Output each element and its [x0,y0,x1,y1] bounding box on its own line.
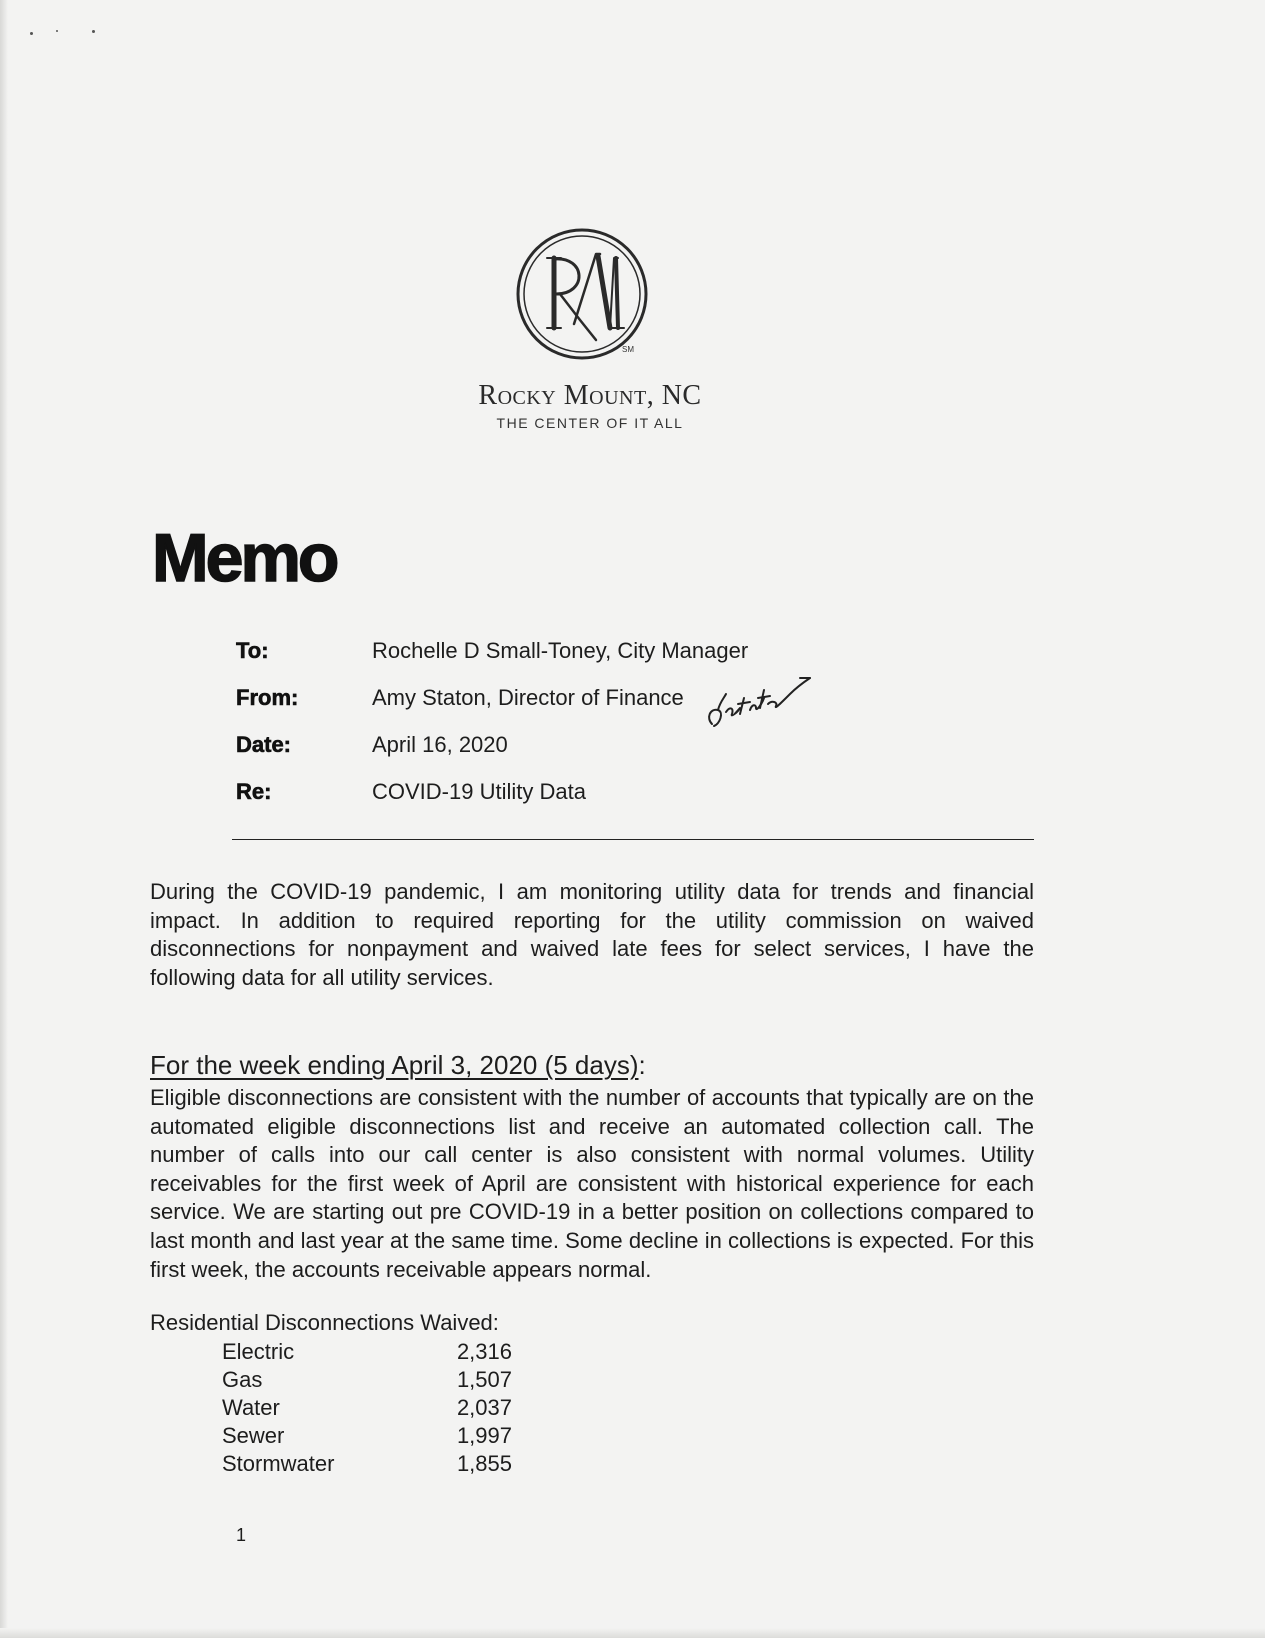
table-row [222,1367,512,1395]
handwritten-signature [704,668,814,730]
to-value: Rochelle D Small-Toney, City Manager [372,638,749,663]
week-summary-paragraph: Eligible disconnections are consistent with the number of accounts that typically are on the automated eligible disconnections list and receive an automated collection call. The number of calls into our call center is also consistent with normal volumes. Utility receivables for the first week of April are consistent with historical experience for each service. We are starting out pre COVID-19 in a better position on collections compared to last month and last year at the same time. Some decline in collections is expected. For this first week, the accounts receivable appears normal. [150,1085,1034,1282]
disconnections-table-title: Residential Disconnections Waived: [150,1310,499,1335]
header-divider [232,839,1034,840]
city-tagline: THE CENTER OF IT ALL [496,415,684,431]
service-name: Stormwater [222,1451,335,1476]
table-row [222,1451,512,1479]
scan-speck [56,30,58,32]
city-logo-seal [514,228,654,368]
date-value: April 16, 2020 [372,732,508,757]
service-name: Electric [222,1339,295,1364]
table-row [222,1339,512,1367]
date-label: Date: [236,732,292,757]
scan-edge-left [0,0,8,1638]
service-count: 1,507 [456,1367,512,1392]
to-label: To: [236,638,269,663]
service-name: Water [222,1395,280,1420]
service-name: Gas [222,1367,263,1392]
week-heading-colon: : [638,1050,646,1080]
week-heading-text: For the week ending April 3, 2020 (5 days) [150,1050,639,1080]
service-mark: SM [622,345,634,354]
re-value: COVID-19 Utility Data [372,779,586,804]
memo-title: Memo [152,520,337,596]
service-count: 2,037 [456,1395,512,1420]
scan-edge-bottom [0,1628,1265,1638]
intro-paragraph: During the COVID-19 pandemic, I am monitoring utility data for trends and financial impact. In addition to required reporting for the utility commission on waived disconnections for nonpayment and waived late fees for select services, I have the following data for all utility services. [150,879,1034,990]
scan-speck [92,30,95,33]
week-section-heading [150,1050,646,1081]
service-count: 1,855 [456,1451,512,1476]
table-row [222,1395,512,1423]
from-value: Amy Staton, Director of Finance [372,685,684,710]
scan-speck [30,32,33,35]
service-name: Sewer [222,1423,285,1448]
from-label: From: [236,685,299,710]
re-label: Re: [236,779,272,804]
table-row [222,1423,512,1451]
city-name: Rocky Mount, NC [478,380,702,411]
service-count: 2,316 [456,1339,512,1364]
page-number: 1 [236,1525,247,1545]
service-count: 1,997 [456,1423,512,1448]
